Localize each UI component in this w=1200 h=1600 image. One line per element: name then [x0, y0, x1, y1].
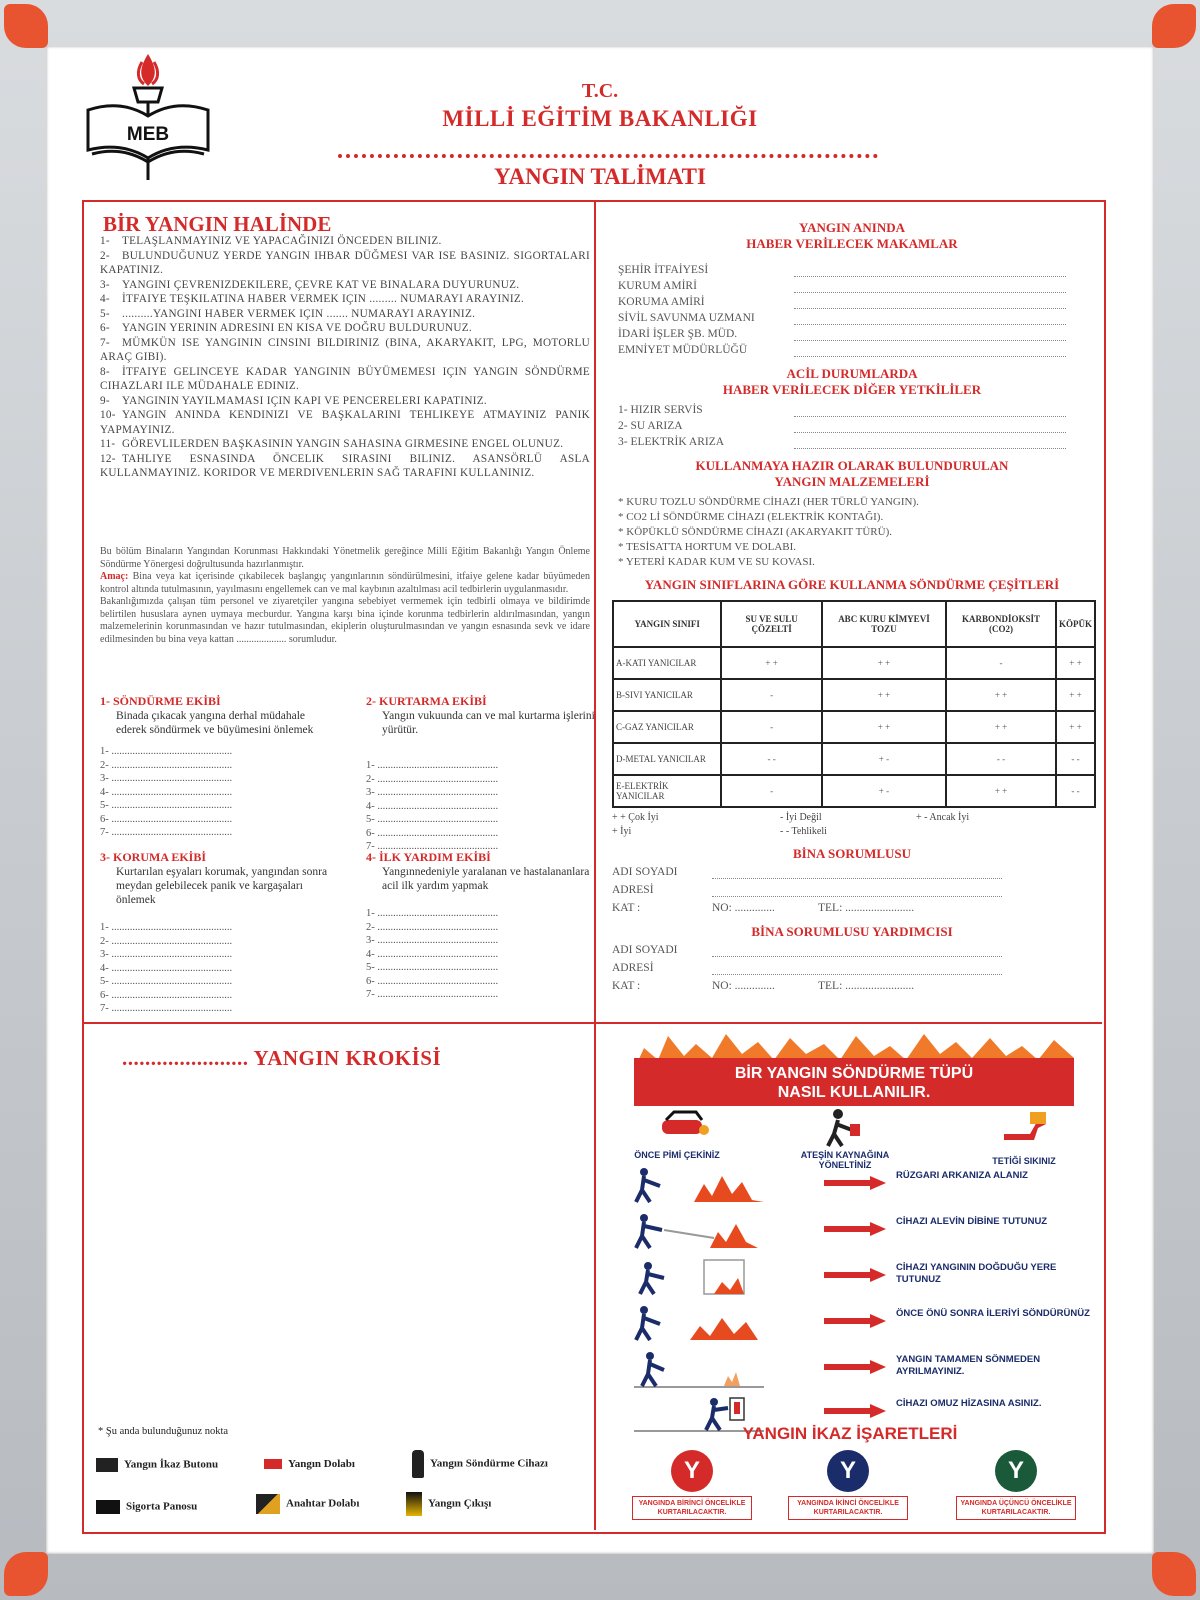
field-blank[interactable] [794, 312, 1066, 325]
meb-logo [82, 50, 214, 184]
instruction-item [100, 278, 590, 293]
member-line[interactable]: 4- .............................................. [366, 800, 499, 812]
sketch-note: * Şu anda bulunduğunuz nokta [98, 1426, 229, 1437]
no-field[interactable]: NO: .............. [712, 980, 775, 992]
step-text: ÖNCE ÖNÜ SONRA İLERİYİ SÖNDÜRÜNÜZ [896, 1308, 1090, 1319]
item-number: 2- [100, 249, 110, 262]
banner-line1: BİR YANGIN SÖNDÜRME TÜPÜ [734, 1065, 974, 1082]
logo-text: MEB [126, 124, 170, 145]
step-text: YANGIN TAMAMEN SÖNMEDEN AYRILMAYINIZ. [896, 1354, 1041, 1377]
aim-nozzle-icon [820, 1108, 868, 1148]
step-squeeze: TETİĞİ SIKINIZ [992, 1156, 1056, 1166]
table-header: ABC KURU KİMYEVİ TOZU [822, 601, 946, 647]
symbol-fuse-panel [96, 1500, 197, 1514]
step-text: CİHAZI ALEVİN DİBİNE TUTUNUZ [896, 1216, 1048, 1227]
item-text: YANGININ YAYILMAMASI IÇIN KAPI VE PENCERELERI KAPATINIZ. [122, 394, 487, 407]
field-water-fault [618, 420, 683, 432]
firefighter-figure-icon [634, 1304, 764, 1342]
member-line[interactable]: 5- .............................................. [366, 962, 499, 973]
table-cell: - - [1056, 775, 1095, 807]
materials-title-line1: KULLANMAYA HAZIR OLARAK BULUNDURULAN [695, 458, 1009, 473]
item-text: GÖREVLILERDEN BAŞKASININ YANGIN SAHASINA GIRMESINE ENGEL OLUNUZ. [122, 438, 564, 450]
member-line[interactable]: 7- .............................................. [100, 827, 233, 838]
table-cell: C-GAZ YANICILAR [613, 711, 721, 743]
authorities-title-line2: HABER VERİLECEK MAKAMLAR [746, 236, 958, 251]
symbol-label: Sigorta Panosu [126, 1500, 198, 1513]
table-cell: - - [721, 743, 821, 775]
arrow-right-icon [824, 1222, 886, 1236]
instructions-title: BİR YANGIN HALİNDE [103, 212, 332, 236]
member-line[interactable]: 1- .............................................. [100, 746, 233, 757]
table-cell: + + [1056, 679, 1095, 711]
tel-field[interactable]: TEL: ........................ [818, 902, 915, 914]
instruction-item [100, 292, 590, 307]
instruction-item [100, 365, 590, 394]
field-electric-fault [618, 436, 724, 448]
field-police [618, 344, 747, 356]
item-text: YANGINI ÇEVRENIZDEKILERE, ÇEVRE KAT VE BINALARA DUYURUNUZ. [122, 278, 520, 291]
team-title: 3- KORUMA EKİBİ [100, 850, 207, 864]
item-number: 12- [100, 452, 116, 465]
item-number: 9- [100, 394, 110, 407]
table-header: SU VE SULU ÇÖZELTİ [721, 601, 821, 647]
tel-field[interactable]: TEL: ........................ [818, 980, 915, 992]
item-text: BULUNDUĞUNUZ YERDE YANGIN IHBAR DÜĞMESI VAR ISE BASINIZ. SIGORTALARI KAPATINIZ. [100, 249, 590, 276]
instruction-item [100, 408, 590, 437]
legend-barely-good: + - Ancak İyi [916, 812, 970, 823]
table-cell: - - [1056, 743, 1095, 775]
symbol-label: Yangın Çıkışı [428, 1497, 492, 1510]
material-item: * CO2 Lİ SÖNDÜRME CİHAZI (ELEKTRİK KONTAĞI). [618, 511, 884, 523]
instruction-item [100, 336, 590, 365]
table-row [613, 679, 1095, 711]
member-line[interactable]: 5- .............................................. [100, 976, 233, 987]
item-text: İTFAIYE GELINCEYE KADAR YANGININ BÜYÜMEMESI IÇIN YANGIN SÖNDÜRME CIHAZLARI ILE MÜDAHALE EDINIZ. [100, 365, 590, 392]
member-line[interactable]: 7- .............................................. [366, 841, 499, 852]
member-line[interactable]: 1- .............................................. [366, 908, 499, 919]
alarm-button-icon [96, 1458, 118, 1472]
table-cell: + + [822, 711, 946, 743]
field-blank[interactable] [712, 944, 1002, 957]
extinguisher-icon [412, 1450, 424, 1478]
member-line[interactable]: 3- .............................................. [100, 949, 233, 960]
field-blank[interactable] [794, 296, 1066, 309]
warning-signs-title: YANGIN İKAZ İŞARETLERİ [742, 1424, 958, 1443]
table-cell: - [721, 711, 821, 743]
field-label: ADRESİ [612, 884, 654, 896]
item-text: TELAŞLANMAYINIZ VE YAPACAĞINIZI ÖNCEDEN BILINIZ. [122, 235, 442, 247]
materials-title [612, 458, 1092, 490]
page-title: YANGIN TALİMATI [494, 164, 706, 189]
member-line[interactable]: 6- .............................................. [100, 813, 233, 825]
table-cell: E-ELEKTRİK YANICILAR [613, 775, 721, 807]
field-label: ADI SOYADI [612, 944, 678, 956]
team-title: 2- KURTARMA EKİBİ [366, 694, 487, 708]
member-line[interactable]: 1- .............................................. [100, 922, 233, 933]
member-line[interactable]: 2- .............................................. [100, 759, 233, 771]
authorities-title-line1: YANGIN ANINDA [798, 220, 906, 235]
instruction-item [100, 234, 590, 249]
member-line[interactable]: 4- .............................................. [100, 786, 233, 798]
assistant-title: BİNA SORUMLUSU YARDIMCISI [751, 924, 953, 939]
responsible-address-row [612, 884, 654, 896]
fuse-panel-icon [96, 1500, 120, 1514]
step-aim: ATEŞİN KAYNAĞINA YÖNELTİNİZ [800, 1150, 890, 1170]
responsible-floor-row [612, 902, 915, 914]
table-cell: + + [946, 711, 1056, 743]
symbol-alarm-button [96, 1458, 218, 1472]
team-description: Yangınnedeniyle yaralanan ve hastalananlara acil ilk yardım yapmak [382, 866, 590, 892]
field-admin-affairs [618, 328, 737, 340]
corner-cap-top-right [1152, 4, 1196, 48]
field-institution-head [618, 280, 697, 292]
warning-circle-icon: Y [995, 1450, 1037, 1492]
banner-line2: NASIL KULLANILIR. [777, 1084, 931, 1101]
purpose-text: Bina veya kat içerisinde çıkabilecek başlangıç yangınlarının söndürülmesini, itfaiye gelene kadar büyümeden kontrol altında tutulmasının, yayılmasını engellemek can ve mal kaybının azaltılması acil tedbirlerin uygulanmasıdır. [100, 571, 590, 595]
fire-exit-icon [406, 1492, 422, 1516]
field-blank[interactable] [794, 436, 1066, 449]
usage-step [634, 1212, 1094, 1252]
member-line[interactable]: 5- .............................................. [100, 800, 233, 811]
arrow-right-icon [824, 1268, 886, 1282]
table-cell: + + [822, 647, 946, 679]
assistant-name-row [612, 944, 678, 956]
corner-cap-bottom-left [4, 1552, 48, 1596]
table-cell: B-SIVI YANICILAR [613, 679, 721, 711]
usage-step [634, 1304, 1094, 1344]
symbol-label: Yangın İkaz Butonu [124, 1458, 219, 1471]
member-line[interactable]: 6- .............................................. [366, 975, 499, 987]
item-number: 5- [100, 307, 110, 320]
material-item: * TESİSATTA HORTUM VE DOLABI. [618, 541, 797, 553]
member-line[interactable]: 6- .............................................. [100, 989, 233, 1001]
step-text: CİHAZI YANGININ DOĞDUĞU YERE TUTUNUZ [896, 1262, 1057, 1285]
member-line[interactable]: 2- .............................................. [100, 935, 233, 947]
arrow-right-icon [824, 1176, 886, 1190]
instructions-list [100, 234, 590, 481]
table-cell: + + [721, 647, 821, 679]
table-header: KARBONDİOKSİT (CO2) [946, 601, 1056, 647]
team-title: 4- İLK YARDIM EKİBİ [366, 850, 491, 864]
team-extinguish [100, 694, 330, 840]
member-line[interactable]: 2- .............................................. [366, 921, 499, 933]
usage-step [634, 1166, 1094, 1206]
instruction-item [100, 437, 590, 452]
field-label: KURUM AMİRİ [618, 280, 697, 292]
item-text: TAHLIYE ESNASINDA ÖNCELIK SIRASINI BILINIZ. ASANSÖRLÜ ASLA KULLANMAYINIZ. KORIDOR VE MERDIVENLERIN SAĞ TARAFINI KULLANINIZ. [100, 452, 590, 479]
table-cell: + + [1056, 647, 1095, 679]
symbol-label: Anahtar Dolabı [286, 1497, 360, 1510]
item-number: 4- [100, 293, 110, 305]
warning-caption: YANGINDA BİRİNCİ ÖNCELİKLE KURTARILACAKTIR. [632, 1496, 752, 1520]
symbol-extinguisher [412, 1450, 548, 1478]
table-cell: + + [1056, 711, 1095, 743]
material-item: * KURU TOZLU SÖNDÜRME CİHAZI (HER TÜRLÜ YANGIN). [618, 496, 919, 508]
member-line[interactable]: 1- .............................................. [366, 760, 499, 771]
item-text: ..........YANGINI HABER VERMEK IÇIN ....... NUMARAYI ARAYINIZ. [122, 307, 476, 320]
team-description: Yangın vukuunda can ve mal kurtarma işlerini yürütür. [382, 710, 595, 736]
legend-very-good: + + Çok İyi [612, 812, 659, 823]
table-row [613, 711, 1095, 743]
arrow-right-icon [824, 1314, 886, 1328]
pull-pin-icon [656, 1110, 710, 1146]
table-row [613, 775, 1095, 807]
item-number: 1- [100, 235, 110, 247]
field-civil-defense [618, 312, 755, 324]
member-line[interactable]: 6- .............................................. [366, 827, 499, 839]
legend-dangerous: - - Tehlikeli [780, 826, 827, 837]
step-text: RÜZGARI ARKANIZA ALANIZ [896, 1170, 1028, 1181]
table-cell: D-METAL YANICILAR [613, 743, 721, 775]
table-cell: + - [822, 775, 946, 807]
team-member-lines [100, 745, 330, 840]
member-line[interactable]: 3- .............................................. [100, 773, 233, 784]
warning-circle-icon: Y [827, 1450, 869, 1492]
sketch-title: ...................... YANGIN KROKİSİ [122, 1046, 442, 1070]
table-cell: + + [946, 679, 1056, 711]
instruction-item [100, 321, 590, 336]
step-text: CİHAZI OMUZ HİZASINA ASINIZ. [896, 1398, 1042, 1409]
item-number: 6- [100, 322, 110, 334]
regulation-intro: Bu bölüm Binaların Yangından Korunması Hakkındaki Yönetmelik gereğince Milli Eğitim Bakanlığı Yangın Önleme Söndürme Yönergesi doğrultusunda hazırlanmıştır. [100, 546, 590, 570]
firefighter-figure-icon [634, 1350, 764, 1388]
material-item: * YETERİ KADAR KUM VE SU KOVASI. [618, 556, 815, 568]
instruction-item [100, 249, 590, 278]
header-dotted-rule [338, 146, 878, 158]
firefighter-figure-icon [634, 1212, 764, 1250]
field-label: KAT : [612, 980, 641, 992]
symbol-key-box [256, 1494, 359, 1514]
item-number: 8- [100, 365, 110, 378]
field-blank[interactable] [794, 420, 1066, 433]
table-cell: A-KATI YANICILAR [613, 647, 721, 679]
field-blank[interactable] [712, 866, 1002, 879]
usage-step [634, 1258, 1094, 1298]
emergency-title-line1: ACİL DURUMLARDA [786, 366, 918, 381]
field-label: ŞEHİR İTFAİYESİ [618, 264, 709, 276]
authorities-title [612, 220, 1092, 252]
legend-good: + İyi [612, 826, 632, 837]
table-cell: - - [946, 743, 1056, 775]
hose-cabinet-icon [264, 1459, 282, 1469]
field-label: KAT : [612, 902, 641, 914]
instruction-item [100, 452, 590, 481]
member-line[interactable]: 5- .............................................. [366, 814, 499, 825]
field-label: ADI SOYADI [612, 866, 678, 878]
header-tc: T.C. [581, 80, 619, 102]
field-blank[interactable] [794, 280, 1066, 293]
symbol-label: Yangın Dolabı [288, 1458, 355, 1470]
field-blank[interactable] [794, 404, 1066, 417]
table-cell: + + [946, 775, 1056, 807]
field-ambulance [618, 404, 703, 416]
field-blank[interactable] [794, 344, 1066, 357]
member-line[interactable]: 7- .............................................. [366, 989, 499, 1000]
field-label: 3- ELEKTRİK ARIZA [618, 436, 725, 448]
key-box-icon [256, 1494, 280, 1514]
team-protection [100, 850, 330, 1016]
extinguisher-banner [634, 1058, 1074, 1106]
responsible-name-row [612, 866, 678, 878]
warning-circle-icon: Y [671, 1450, 713, 1492]
table-header: KÖPÜK [1056, 601, 1095, 647]
team-member-lines [100, 921, 330, 1016]
team-description: Binada çıkacak yangına derhal müdahale ederek söndürmek ve büyümesini önlemek [116, 710, 314, 736]
item-text: YANGIN ANINDA KENDINIZI VE BAŞKALARINI TEHLIKEYE ATMAYINIZ PANIK YAPMAYINIZ. [100, 409, 590, 436]
symbol-hose-cabinet [264, 1458, 355, 1470]
arrow-right-icon [824, 1404, 886, 1418]
table-cell: - [721, 775, 821, 807]
member-line[interactable]: 7- .............................................. [100, 1003, 233, 1014]
field-label: İDARİ İŞLER ŞB. MÜD. [618, 328, 738, 340]
corner-cap-top-left [4, 4, 48, 48]
arrow-right-icon [824, 1360, 886, 1374]
material-item: * KÖPÜKLÜ SÖNDÜRME CİHAZI (AKARYAKIT TÜRÜ). [618, 526, 892, 538]
emergency-title [612, 366, 1092, 398]
team-first-aid [366, 850, 596, 1002]
table-cell: - [946, 647, 1056, 679]
table-cell: + + [822, 679, 946, 711]
purpose-label: Amaç: [100, 571, 129, 582]
instruction-item [100, 307, 590, 322]
assistant-address-row [612, 962, 654, 974]
member-line[interactable]: 4- .............................................. [366, 948, 499, 960]
materials-title-line2: YANGIN MALZEMELERİ [774, 474, 930, 489]
symbol-fire-exit [406, 1492, 491, 1516]
symbol-label: Yangın Söndürme Cihazı [430, 1457, 548, 1470]
instruction-item [100, 394, 590, 409]
emergency-title-line2: HABER VERİLECEK DİĞER YETKİLİLER [722, 382, 982, 397]
fire-classes-title: YANGIN SINIFLARINA GÖRE KULLANMA SÖNDÜRME ÇEŞİTLERİ [644, 577, 1060, 592]
item-number: 3- [100, 278, 110, 291]
row-divider [84, 1022, 1102, 1024]
field-label: ADRESİ [612, 962, 654, 974]
field-blank[interactable] [712, 884, 1002, 897]
member-line[interactable]: 3- .............................................. [366, 935, 499, 946]
extinguisher-table [612, 600, 1096, 808]
item-number: 7- [100, 336, 110, 349]
legend-not-good: - İyi Değil [780, 812, 822, 823]
field-label: KORUMA AMİRİ [618, 296, 705, 308]
responsibility-text: Bakanlığımızda çalışan tüm personel ve ziyaretçiler yangına sebebiyet vermemek için tedbirli olmaya ve bildirimde belirtilen hususlara aynen uymaya mecburdur. Yangına karşı bina içinde korunma tedbirlerin aldırılmasından, yangın malzemelerinin korunmasından ve hazır tutulmasından, ekiplerin oluşturulmasından ve yangın esnasında sevk ve idare edilmesinden bu bina veya kattan .................... sorumludur. [100, 596, 590, 645]
team-rescue [366, 694, 596, 854]
firefighter-figure-icon [634, 1258, 764, 1296]
no-field[interactable]: NO: .............. [712, 902, 775, 914]
field-security-head [618, 296, 705, 308]
item-text: İTFAIYE TEŞKILATINA HABER VERMEK IÇIN ......... NUMARAYI ARAYINIZ. [122, 293, 525, 305]
warning-caption: YANGINDA ÜÇÜNCÜ ÖNCELİKLE KURTARILACAKTIR. [956, 1496, 1076, 1520]
table-cell: + - [822, 743, 946, 775]
team-title: 1- SÖNDÜRME EKİBİ [100, 694, 221, 708]
member-line[interactable]: 2- .............................................. [366, 773, 499, 785]
table-row [613, 647, 1095, 679]
team-description: Kurtarılan eşyaları korumak, yangından sonra meydan gelebilecek panik ve kargaşaları önlemek [116, 866, 328, 906]
warning-caption: YANGINDA İKİNCİ ÖNCELİKLE KURTARILACAKTIR. [788, 1496, 908, 1520]
responsible-title: BİNA SORUMLUSU [792, 846, 912, 861]
field-blank[interactable] [712, 962, 1002, 975]
header-ministry: MİLLİ EĞİTİM BAKANLIĞI [442, 106, 758, 131]
regulation-paragraph [100, 546, 590, 646]
warning-sign-first [632, 1450, 752, 1520]
assistant-floor-row [612, 980, 915, 992]
field-fire-dept [618, 264, 708, 276]
table-header: YANGIN SINIFI [613, 601, 721, 647]
item-number: 10- [100, 409, 116, 421]
table-header-row [613, 601, 1095, 647]
team-member-lines [366, 759, 596, 854]
field-label: SİVİL SAVUNMA UZMANI [618, 312, 755, 324]
step-pull-pin: ÖNCE PİMİ ÇEKİNİZ [634, 1150, 720, 1160]
field-blank[interactable] [794, 328, 1066, 341]
field-label: 1- HIZIR SERVİS [618, 404, 703, 416]
field-label: 2- SU ARIZA [618, 420, 683, 432]
squeeze-trigger-icon [1000, 1110, 1050, 1144]
item-number: 11- [100, 438, 116, 450]
member-line[interactable]: 3- .............................................. [366, 787, 499, 798]
firefighter-figure-icon [634, 1166, 764, 1204]
corner-cap-bottom-right [1152, 1552, 1196, 1596]
field-label: EMNİYET MÜDÜRLÜĞÜ [618, 344, 748, 356]
item-text: MÜMKÜN ISE YANGININ CINSINI BILDIRINIZ (BINA, AKARYAKIT, LPG, MOTORLU ARAÇ GIBI). [100, 336, 590, 363]
usage-step [634, 1350, 1094, 1390]
warning-sign-third [956, 1450, 1076, 1520]
member-line[interactable]: 4- .............................................. [100, 962, 233, 974]
table-row [613, 743, 1095, 775]
item-text: YANGIN YERININ ADRESINI EN KISA VE DOĞRU BULDURUNUZ. [122, 322, 472, 334]
team-member-lines [366, 907, 596, 1002]
field-blank[interactable] [794, 264, 1066, 277]
table-cell: - [721, 679, 821, 711]
warning-sign-second [788, 1450, 908, 1520]
